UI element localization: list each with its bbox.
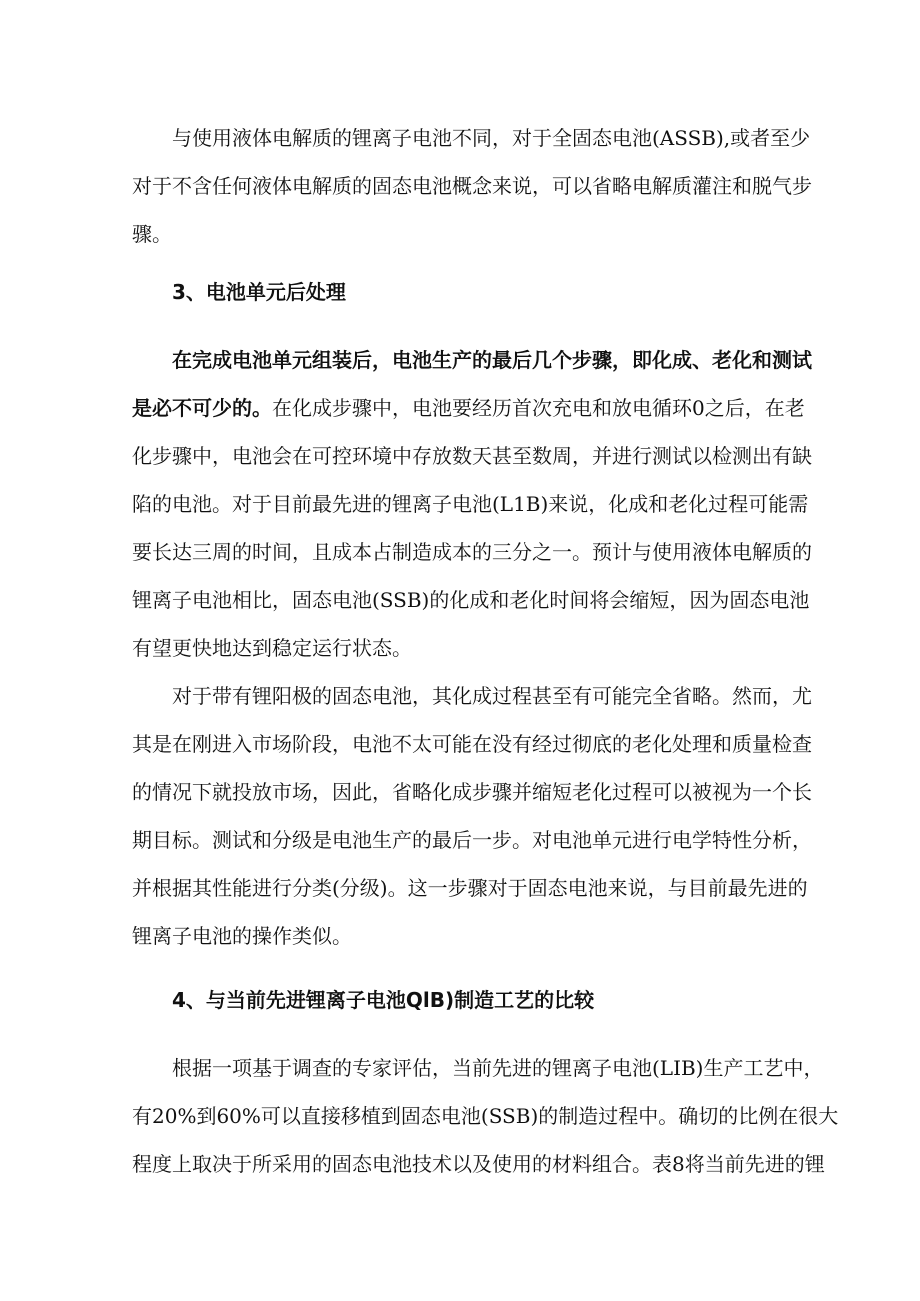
section-heading-3: 3、电池单元后处理 <box>172 280 346 304</box>
text-line: 程度上取决于所采用的固态电池技术以及使用的材料组合。表8将当前先进的锂 <box>132 1152 825 1176</box>
paragraph-expert-assessment <box>132 1044 839 1188</box>
text-line: 有望更快地达到稳定运行状态。 <box>132 636 412 660</box>
text-line <box>132 384 832 432</box>
text-line: 其是在刚进入市场阶段，电池不太可能在没有经过彻底的老化处理和质量检查 <box>132 732 812 756</box>
text-line: 锂离子电池的操作类似。 <box>132 924 352 948</box>
text-line-bold: 在完成电池单元组装后，电池生产的最后几个步骤，即化成、老化和测试 <box>172 348 812 372</box>
text-line: 化步骤中，电池会在可控环境中存放数天甚至数周，并进行测试以检测出有缺 <box>132 444 812 468</box>
text-line: 锂离子电池相比，固态电池(SSB)的化成和老化时间将会缩短，因为固态电池 <box>132 588 810 612</box>
text-line: 陷的电池。对于目前最先进的锂离子电池(L1B)来说，化成和老化过程可能需 <box>132 492 809 516</box>
text-line: 与使用液体电解质的锂离子电池不同，对于全固态电池(ASSB),或者至少 <box>172 126 811 150</box>
text-line: 对于不含任何液体电解质的固态电池概念来说，可以省略电解质灌注和脱气步 <box>132 174 812 198</box>
text-line: 根据一项基于调查的专家评估，当前先进的锂离子电池(LIB)生产工艺中， <box>172 1056 824 1080</box>
text-line: 并根据其性能进行分类(分级)。这一步骤对于固态电池来说，与目前最先进的 <box>132 876 808 900</box>
text-line: 要长达三周的时间，且成本占制造成本的三分之一。预计与使用液体电解质的 <box>132 540 812 564</box>
text-line: 骤。 <box>132 222 172 246</box>
bold-lead-text: 是必不可少的。 <box>132 396 272 420</box>
paragraph-lithium-anode <box>132 672 832 960</box>
text-line: 的情况下就投放市场，因此，省略化成步骤并缩短老化过程可以被视为一个长 <box>132 780 812 804</box>
paragraph-post-processing <box>132 336 832 672</box>
section-heading-4: 4、与当前先进锂离子电池QlB)制造工艺的比较 <box>172 988 595 1012</box>
text-line: 有20%到60%可以直接移植到固态电池(SSB)的制造过程中。确切的比例在很大 <box>132 1104 839 1128</box>
text-segment: 在化成步骤中，电池要经历首次充电和放电循环0之后，在老 <box>272 396 805 420</box>
paragraph-assb-electrolyte <box>132 114 832 258</box>
text-line: 期目标。测试和分级是电池生产的最后一步。对电池单元进行电学特性分析， <box>132 828 812 852</box>
text-line: 对于带有锂阳极的固态电池，其化成过程甚至有可能完全省略。然而，尤 <box>172 684 812 708</box>
